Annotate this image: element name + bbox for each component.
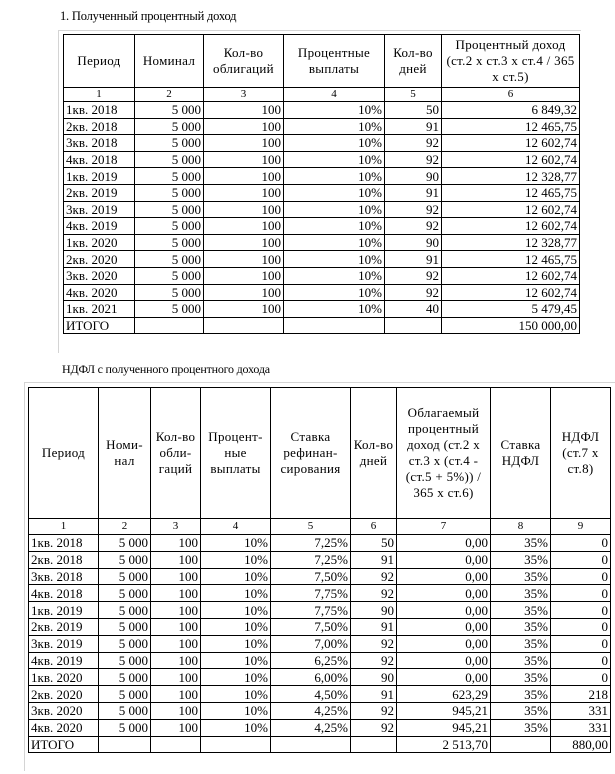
column-number: 4	[284, 88, 385, 102]
column-header: Кол-во дней	[351, 388, 397, 519]
table-row	[64, 218, 580, 235]
value-cell: 35%	[491, 602, 551, 619]
value-cell: 100	[151, 602, 201, 619]
value-cell: 5 000	[99, 568, 151, 585]
table-row	[29, 618, 611, 635]
table-row	[64, 201, 580, 218]
period-cell: 2кв. 2019	[29, 618, 99, 635]
value-cell: 12 602,74	[442, 135, 580, 152]
value-cell: 6 849,32	[442, 102, 580, 119]
value-cell: 100	[151, 652, 201, 669]
value-cell: 35%	[491, 551, 551, 568]
value-cell: 92	[351, 585, 397, 602]
column-header: НДФЛ (ст.7 х ст.8)	[551, 388, 611, 519]
value-cell: 92	[385, 218, 442, 235]
value-cell: 12 602,74	[442, 151, 580, 168]
value-cell: 0	[551, 551, 611, 568]
value-cell: 35%	[491, 535, 551, 552]
value-cell: 0,00	[397, 602, 491, 619]
value-cell: 0	[551, 635, 611, 652]
column-number: 4	[201, 519, 271, 535]
value-cell: 35%	[491, 686, 551, 703]
table-row	[29, 686, 611, 703]
value-cell: 35%	[491, 669, 551, 686]
value-cell: 100	[204, 201, 284, 218]
value-cell: 5 000	[99, 602, 151, 619]
value-cell: 91	[351, 618, 397, 635]
value-cell: 10%	[201, 535, 271, 552]
value-cell: 5 000	[135, 284, 204, 301]
period-cell: 2кв. 2018	[64, 118, 135, 135]
period-cell: 4кв. 2020	[64, 284, 135, 301]
value-cell: 50	[385, 102, 442, 119]
value-cell: 100	[204, 151, 284, 168]
table-row	[64, 251, 580, 268]
value-cell: 100	[204, 218, 284, 235]
value-cell: 92	[385, 135, 442, 152]
value-cell: 218	[551, 686, 611, 703]
total-value	[284, 317, 385, 334]
value-cell: 7,50%	[271, 618, 351, 635]
value-cell: 35%	[491, 652, 551, 669]
value-cell: 35%	[491, 702, 551, 719]
table-row	[29, 551, 611, 568]
column-number: 6	[442, 88, 580, 102]
column-number-row	[29, 519, 611, 535]
table-row	[64, 102, 580, 119]
total-value	[385, 317, 442, 334]
table-row	[64, 151, 580, 168]
table-row	[29, 602, 611, 619]
column-number: 5	[385, 88, 442, 102]
value-cell: 12 328,77	[442, 168, 580, 185]
header-row	[29, 388, 611, 519]
value-cell: 35%	[491, 635, 551, 652]
value-cell: 35%	[491, 585, 551, 602]
column-header: Ставка НДФЛ	[491, 388, 551, 519]
value-cell: 10%	[201, 602, 271, 619]
value-cell: 7,25%	[271, 551, 351, 568]
value-cell: 10%	[284, 301, 385, 318]
value-cell: 10%	[284, 234, 385, 251]
value-cell: 92	[351, 652, 397, 669]
total-value	[271, 736, 351, 753]
period-cell: 1кв. 2018	[64, 102, 135, 119]
value-cell: 0,00	[397, 635, 491, 652]
period-cell: 2кв. 2020	[29, 686, 99, 703]
column-header: Номинал	[135, 35, 204, 88]
value-cell: 10%	[284, 135, 385, 152]
value-cell: 100	[204, 284, 284, 301]
period-cell: 4кв. 2019	[29, 652, 99, 669]
value-cell: 5 000	[99, 551, 151, 568]
value-cell: 5 000	[135, 102, 204, 119]
value-cell: 10%	[201, 669, 271, 686]
value-cell: 5 000	[135, 184, 204, 201]
value-cell: 100	[204, 118, 284, 135]
value-cell: 5 000	[135, 301, 204, 318]
table-row	[64, 234, 580, 251]
value-cell: 100	[204, 251, 284, 268]
value-cell: 100	[204, 184, 284, 201]
value-cell: 5 000	[99, 686, 151, 703]
value-cell: 100	[204, 267, 284, 284]
value-cell: 7,75%	[271, 602, 351, 619]
value-cell: 331	[551, 702, 611, 719]
column-number: 9	[551, 519, 611, 535]
period-cell: 3кв. 2020	[64, 267, 135, 284]
value-cell: 5 000	[135, 218, 204, 235]
section1-title: 1. Полученный процентный доход	[60, 9, 237, 23]
value-cell: 90	[351, 669, 397, 686]
header-row	[64, 35, 580, 88]
value-cell: 100	[151, 669, 201, 686]
table-row	[64, 267, 580, 284]
value-cell: 100	[204, 102, 284, 119]
table-row	[29, 719, 611, 736]
table-row	[64, 118, 580, 135]
total-label: ИТОГО	[29, 736, 99, 753]
value-cell: 623,29	[397, 686, 491, 703]
value-cell: 92	[351, 719, 397, 736]
table-row	[29, 669, 611, 686]
value-cell: 10%	[201, 585, 271, 602]
value-cell: 10%	[284, 201, 385, 218]
column-header: Процентный доход (ст.2 х ст.3 х ст.4 / 365 х ст.5)	[442, 35, 580, 88]
value-cell: 5 000	[99, 618, 151, 635]
column-number-row	[64, 88, 580, 102]
value-cell: 5 000	[99, 719, 151, 736]
period-cell: 3кв. 2018	[29, 568, 99, 585]
value-cell: 5 000	[135, 267, 204, 284]
period-cell: 4кв. 2018	[64, 151, 135, 168]
value-cell: 100	[151, 686, 201, 703]
value-cell: 4,25%	[271, 702, 351, 719]
value-cell: 5 000	[99, 702, 151, 719]
value-cell: 100	[151, 635, 201, 652]
table-row	[29, 702, 611, 719]
value-cell: 10%	[284, 218, 385, 235]
value-cell: 91	[351, 551, 397, 568]
value-cell: 331	[551, 719, 611, 736]
value-cell: 0,00	[397, 669, 491, 686]
column-header: Номи-нал	[99, 388, 151, 519]
value-cell: 100	[151, 719, 201, 736]
value-cell: 100	[151, 568, 201, 585]
value-cell: 90	[351, 602, 397, 619]
value-cell: 5 000	[99, 652, 151, 669]
total-value	[491, 736, 551, 753]
value-cell: 0	[551, 585, 611, 602]
value-cell: 10%	[284, 284, 385, 301]
value-cell: 7,25%	[271, 535, 351, 552]
period-cell: 4кв. 2018	[29, 585, 99, 602]
value-cell: 0,00	[397, 618, 491, 635]
column-header: Кол-во дней	[385, 35, 442, 88]
column-number: 1	[29, 519, 99, 535]
value-cell: 100	[204, 135, 284, 152]
period-cell: 4кв. 2019	[64, 218, 135, 235]
value-cell: 7,75%	[271, 585, 351, 602]
value-cell: 10%	[201, 686, 271, 703]
value-cell: 5 000	[135, 151, 204, 168]
value-cell: 5 000	[135, 251, 204, 268]
value-cell: 90	[385, 168, 442, 185]
value-cell: 5 000	[99, 585, 151, 602]
total-value	[135, 317, 204, 334]
table-row	[29, 535, 611, 552]
column-header: Облагаемый процентный доход (ст.2 х ст.3 х (ст.4 - (ст.5 + 5%)) / 365 х ст.6)	[397, 388, 491, 519]
period-cell: 1кв. 2021	[64, 301, 135, 318]
value-cell: 10%	[284, 151, 385, 168]
table-row	[29, 652, 611, 669]
value-cell: 5 000	[135, 118, 204, 135]
value-cell: 100	[151, 585, 201, 602]
value-cell: 0,00	[397, 652, 491, 669]
value-cell: 10%	[284, 102, 385, 119]
value-cell: 35%	[491, 618, 551, 635]
value-cell: 90	[385, 234, 442, 251]
value-cell: 6,00%	[271, 669, 351, 686]
value-cell: 0,00	[397, 585, 491, 602]
period-cell: 1кв. 2018	[29, 535, 99, 552]
column-number: 2	[99, 519, 151, 535]
total-value: 880,00	[551, 736, 611, 753]
value-cell: 91	[351, 686, 397, 703]
value-cell: 100	[151, 551, 201, 568]
value-cell: 4,50%	[271, 686, 351, 703]
value-cell: 10%	[201, 719, 271, 736]
value-cell: 7,00%	[271, 635, 351, 652]
value-cell: 100	[151, 702, 201, 719]
value-cell: 100	[204, 168, 284, 185]
column-header: Процент-ные выплаты	[201, 388, 271, 519]
value-cell: 5 000	[99, 669, 151, 686]
value-cell: 0	[551, 669, 611, 686]
column-header: Период	[64, 35, 135, 88]
period-cell: 1кв. 2019	[29, 602, 99, 619]
value-cell: 5 479,45	[442, 301, 580, 318]
period-cell: 1кв. 2020	[64, 234, 135, 251]
value-cell: 12 602,74	[442, 201, 580, 218]
period-cell: 1кв. 2020	[29, 669, 99, 686]
value-cell: 5 000	[99, 635, 151, 652]
value-cell: 10%	[201, 618, 271, 635]
period-cell: 2кв. 2018	[29, 551, 99, 568]
value-cell: 91	[385, 251, 442, 268]
column-number: 3	[151, 519, 201, 535]
value-cell: 5 000	[99, 535, 151, 552]
value-cell: 92	[351, 635, 397, 652]
value-cell: 10%	[284, 184, 385, 201]
value-cell: 4,25%	[271, 719, 351, 736]
value-cell: 91	[385, 118, 442, 135]
column-header: Кол-во облигаций	[204, 35, 284, 88]
column-number: 6	[351, 519, 397, 535]
value-cell: 92	[385, 201, 442, 218]
total-row	[29, 736, 611, 753]
value-cell: 0	[551, 535, 611, 552]
column-header: Ставка рефинан-сирования	[271, 388, 351, 519]
value-cell: 0	[551, 618, 611, 635]
value-cell: 10%	[284, 118, 385, 135]
value-cell: 92	[351, 702, 397, 719]
value-cell: 5 000	[135, 168, 204, 185]
value-cell: 5 000	[135, 135, 204, 152]
table-row	[64, 301, 580, 318]
ndfl-table	[28, 387, 611, 753]
table-row	[64, 284, 580, 301]
value-cell: 10%	[284, 267, 385, 284]
period-cell: 3кв. 2020	[29, 702, 99, 719]
value-cell: 0	[551, 568, 611, 585]
value-cell: 92	[351, 568, 397, 585]
period-cell: 3кв. 2019	[29, 635, 99, 652]
total-value	[151, 736, 201, 753]
value-cell: 0	[551, 652, 611, 669]
value-cell: 12 465,75	[442, 118, 580, 135]
period-cell: 4кв. 2020	[29, 719, 99, 736]
value-cell: 10%	[284, 251, 385, 268]
value-cell: 0,00	[397, 535, 491, 552]
total-value: 150 000,00	[442, 317, 580, 334]
value-cell: 0,00	[397, 551, 491, 568]
column-header: Кол-во обли-гаций	[151, 388, 201, 519]
value-cell: 12 602,74	[442, 284, 580, 301]
table-row	[64, 184, 580, 201]
value-cell: 5 000	[135, 201, 204, 218]
value-cell: 0	[551, 602, 611, 619]
value-cell: 40	[385, 301, 442, 318]
total-row	[64, 317, 580, 334]
value-cell: 5 000	[135, 234, 204, 251]
column-number: 3	[204, 88, 284, 102]
period-cell: 2кв. 2019	[64, 184, 135, 201]
column-number: 5	[271, 519, 351, 535]
total-label: ИТОГО	[64, 317, 135, 334]
value-cell: 945,21	[397, 719, 491, 736]
period-cell: 3кв. 2019	[64, 201, 135, 218]
table-row	[29, 568, 611, 585]
value-cell: 100	[204, 301, 284, 318]
value-cell: 12 328,77	[442, 234, 580, 251]
value-cell: 100	[151, 618, 201, 635]
value-cell: 91	[385, 184, 442, 201]
value-cell: 6,25%	[271, 652, 351, 669]
value-cell: 35%	[491, 719, 551, 736]
table-row	[29, 635, 611, 652]
value-cell: 12 465,75	[442, 251, 580, 268]
value-cell: 10%	[201, 635, 271, 652]
value-cell: 7,50%	[271, 568, 351, 585]
value-cell: 10%	[201, 652, 271, 669]
section2-title: НДФЛ с полученного процентного дохода	[62, 362, 270, 376]
value-cell: 35%	[491, 568, 551, 585]
column-number: 2	[135, 88, 204, 102]
column-number: 1	[64, 88, 135, 102]
value-cell: 100	[151, 535, 201, 552]
total-value	[201, 736, 271, 753]
value-cell: 12 602,74	[442, 267, 580, 284]
column-number: 8	[491, 519, 551, 535]
value-cell: 100	[204, 234, 284, 251]
total-value	[99, 736, 151, 753]
column-header: Процентные выплаты	[284, 35, 385, 88]
period-cell: 2кв. 2020	[64, 251, 135, 268]
value-cell: 10%	[201, 551, 271, 568]
value-cell: 10%	[201, 568, 271, 585]
value-cell: 92	[385, 284, 442, 301]
total-value	[351, 736, 397, 753]
value-cell: 50	[351, 535, 397, 552]
column-header: Период	[29, 388, 99, 519]
total-value	[204, 317, 284, 334]
value-cell: 10%	[284, 168, 385, 185]
table-row	[64, 168, 580, 185]
interest-income-table	[63, 34, 580, 334]
value-cell: 0,00	[397, 568, 491, 585]
table-row	[64, 135, 580, 152]
value-cell: 12 602,74	[442, 218, 580, 235]
value-cell: 945,21	[397, 702, 491, 719]
value-cell: 92	[385, 151, 442, 168]
period-cell: 3кв. 2018	[64, 135, 135, 152]
column-number: 7	[397, 519, 491, 535]
total-value: 2 513,70	[397, 736, 491, 753]
value-cell: 12 465,75	[442, 184, 580, 201]
table-row	[29, 585, 611, 602]
value-cell: 10%	[201, 702, 271, 719]
value-cell: 92	[385, 267, 442, 284]
period-cell: 1кв. 2019	[64, 168, 135, 185]
